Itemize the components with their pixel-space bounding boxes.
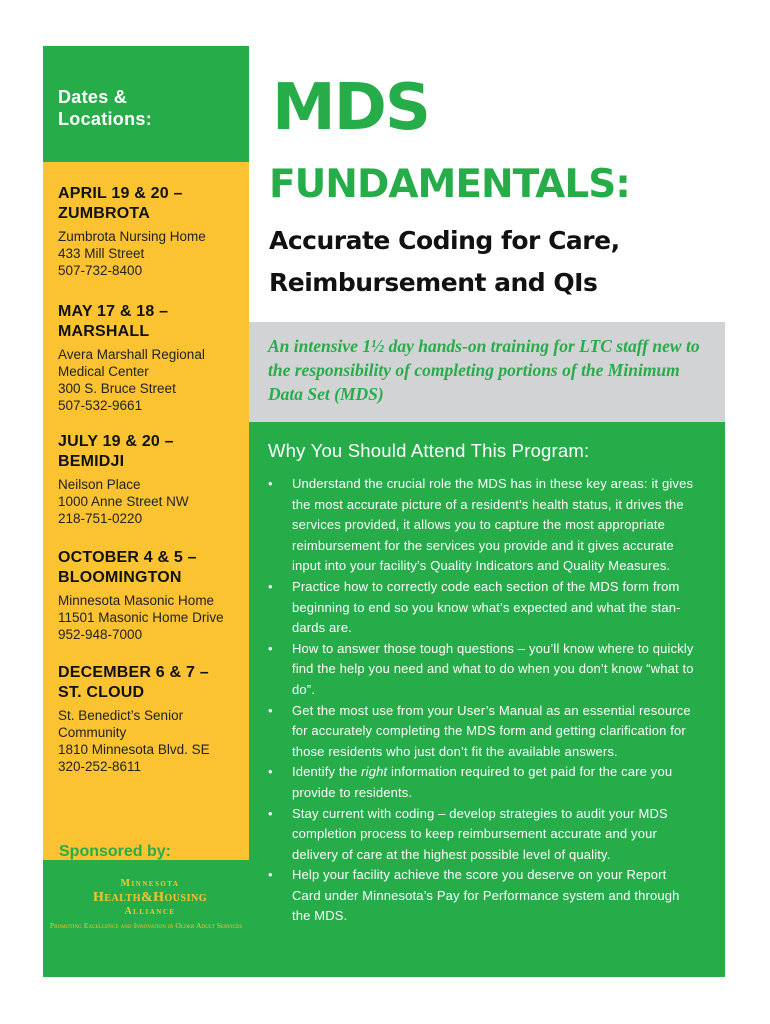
- intro-text: An intensive 1½ day hands-on training for LTC staff new to the responsibility of completing portions of the Minimum Data Set (MDS): [268, 336, 700, 404]
- event-venue: Neilson Place: [58, 477, 141, 492]
- event-address: 11501 Masonic Home Drive: [58, 610, 224, 625]
- event-venue: Community: [58, 725, 127, 740]
- event-address: 1810 Minnesota Blvd. SE: [58, 742, 210, 757]
- event-zumbrota: [58, 184, 244, 279]
- sponsor-label: Sponsored by:: [59, 843, 172, 860]
- event-venue: St. Benedict’s Senior: [58, 708, 184, 723]
- list-item: • Practice how to correctly code each section of the MDS form from beginning to end so you know what’s expected and what the stan- dards are.: [268, 577, 718, 639]
- event-address: 300 S. Bruce Street: [58, 381, 176, 396]
- sidebar-title: Dates & Locations:: [58, 87, 153, 129]
- event-venue: Avera Marshall Regional: [58, 347, 205, 362]
- event-st-cloud: [58, 663, 244, 775]
- page-title: MDS: [272, 71, 429, 145]
- event-title: JULY 19 & 20 – BEMIDJI: [58, 433, 174, 470]
- page-tagline: Accurate Coding for Care, Reimbursement and QIs: [269, 226, 620, 297]
- sidebar: [43, 46, 249, 977]
- list-item: • Get the most use from your User’s Manual as an essential resource for accurately completing the MDS form and getting clarification for those residents who just don’t fit the available answers.: [268, 701, 718, 763]
- event-marshall: [58, 302, 244, 414]
- list-item: • How to answer those tough questions – you’ll know where to quickly find the help you need and what to do when you don’t know “what to do”.: [268, 639, 718, 701]
- event-title: OCTOBER 4 & 5 – BLOOMINGTON: [58, 549, 197, 586]
- list-item: • Understand the crucial role the MDS has in these key areas: it gives the most accurate picture of a resident’s health status, it drives the services provided, it allows you to capture the most appropriate reimbursement for the services you provide and it gives accurate input into your facility’s Quality Indicators and Quality Measures.: [268, 474, 718, 577]
- benefits-panel: [249, 422, 725, 977]
- event-title: MAY 17 & 18 – MARSHALL: [58, 303, 169, 340]
- event-phone: 507-732-8400: [58, 263, 143, 278]
- event-address: 433 Mill Street: [58, 246, 145, 261]
- logo-text: Health&Housing: [93, 890, 207, 905]
- page-subtitle: FUNDAMENTALS:: [269, 162, 630, 207]
- event-bloomington: [58, 548, 244, 643]
- event-bemidji: [58, 432, 244, 527]
- list-item: • Stay current with coding – develop strategies to audit your MDS completion process to keep reimbursement accurate and your delivery of care at the highest possible level of quality.: [268, 804, 718, 866]
- logo-text: Alliance: [124, 906, 176, 917]
- sponsor-logo: [51, 878, 249, 942]
- event-venue: Medical Center: [58, 364, 149, 379]
- event-venue: Zumbrota Nursing Home: [58, 229, 206, 244]
- sidebar-header: [43, 46, 249, 162]
- logo-text: Minnesota: [120, 878, 180, 889]
- event-venue: Minnesota Masonic Home: [58, 593, 215, 608]
- list-item: • Identify the right information required to get paid for the care you provide to residents.: [268, 762, 718, 803]
- benefits-list: [268, 474, 718, 927]
- event-title: APRIL 19 & 20 – ZUMBROTA: [58, 185, 183, 222]
- event-address: 1000 Anne Street NW: [58, 494, 189, 509]
- event-phone: 320-252-8611: [58, 759, 142, 774]
- benefits-heading: Why You Should Attend This Program:: [268, 440, 590, 461]
- event-title: DECEMBER 6 & 7 – ST. CLOUD: [58, 664, 209, 701]
- intro-band: [249, 322, 725, 422]
- event-phone: 218-751-0220: [58, 511, 143, 526]
- list-item: • Help your facility achieve the score you deserve on your Report Card under Minnesota’s Pay for Performance system and through the MDS.: [268, 865, 718, 927]
- event-phone: 952-948-7000: [58, 627, 143, 642]
- logo-tagline: Promoting Excellence and Innovation in Older Adult Services: [49, 921, 243, 930]
- event-phone: 507-532-9661: [58, 398, 143, 413]
